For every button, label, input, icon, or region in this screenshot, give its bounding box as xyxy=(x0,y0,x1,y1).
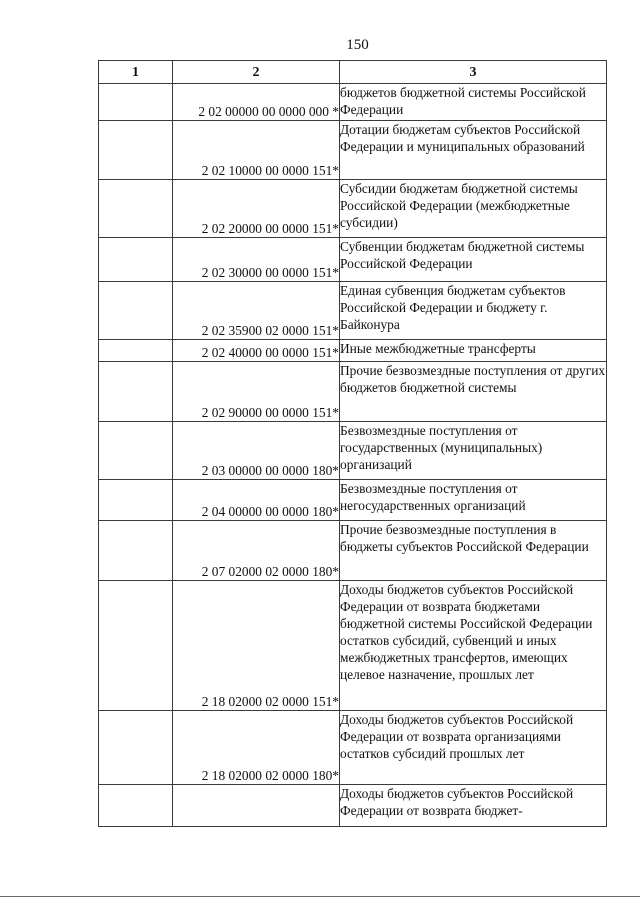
row-number-cell xyxy=(99,711,173,785)
income-description: Прочие безвозмездные поступления в бюджеты субъектов Российской Федерации xyxy=(340,521,607,581)
classification-code: 2 18 02000 02 0000 151* xyxy=(173,581,340,711)
row-number-cell xyxy=(99,785,173,827)
income-description: Доходы бюджетов субъектов Российской Федерации от возврата бюджетами бюджетной системы Российской Федерации остатков субсидий, субвенций и иных межбюджетных трансфертов, имеющих целевое назначение, прошлых лет xyxy=(340,581,607,711)
row-number-cell xyxy=(99,238,173,282)
classification-code: 2 03 00000 00 0000 180* xyxy=(173,422,340,480)
table-row xyxy=(99,581,607,711)
classification-code: 2 02 20000 00 0000 151* xyxy=(173,180,340,238)
classification-code: 2 04 00000 00 0000 180* xyxy=(173,480,340,521)
row-number-cell xyxy=(99,422,173,480)
table-row xyxy=(99,282,607,340)
income-description: Иные межбюджетные трансферты xyxy=(340,340,607,362)
table-row xyxy=(99,238,607,282)
page-number: 150 xyxy=(346,37,369,53)
table-row xyxy=(99,422,607,480)
header-col-2: 2 xyxy=(173,61,340,84)
table-row xyxy=(99,521,607,581)
income-description: Безвозмездные поступления от государственных (муниципальных) организаций xyxy=(340,422,607,480)
classification-code: 2 02 90000 00 0000 151* xyxy=(173,362,340,422)
row-number-cell xyxy=(99,581,173,711)
classification-code xyxy=(173,785,340,827)
table-row xyxy=(99,362,607,422)
income-description: Субвенции бюджетам бюджетной системы Российской Федерации xyxy=(340,238,607,282)
classification-code: 2 02 10000 00 0000 151* xyxy=(173,121,340,180)
row-number-cell xyxy=(99,121,173,180)
row-number-cell xyxy=(99,180,173,238)
row-number-cell xyxy=(99,362,173,422)
classification-code: 2 02 00000 00 0000 000 * xyxy=(173,84,340,121)
row-number-cell xyxy=(99,480,173,521)
classification-code: 2 02 30000 00 0000 151* xyxy=(173,238,340,282)
table-row xyxy=(99,785,607,827)
row-number-cell xyxy=(99,340,173,362)
classification-code: 2 02 40000 00 0000 151* xyxy=(173,340,340,362)
classification-code: 2 02 35900 02 0000 151* xyxy=(173,282,340,340)
table-row xyxy=(99,711,607,785)
row-number-cell xyxy=(99,282,173,340)
income-description: Субсидии бюджетам бюджетной системы Российской Федерации (межбюджетные субсидии) xyxy=(340,180,607,238)
row-number-cell xyxy=(99,84,173,121)
classification-code: 2 07 02000 02 0000 180* xyxy=(173,521,340,581)
budget-classification-table xyxy=(98,60,607,827)
header-col-1: 1 xyxy=(99,61,173,84)
income-description: Единая субвенция бюджетам субъектов Российской Федерации и бюджету г. Байконура xyxy=(340,282,607,340)
income-description: Доходы бюджетов субъектов Российской Федерации от возврата организациями остатков субсидий прошлых лет xyxy=(340,711,607,785)
table-row xyxy=(99,340,607,362)
table-row xyxy=(99,121,607,180)
income-description: Прочие безвозмездные поступления от других бюджетов бюджетной системы xyxy=(340,362,607,422)
income-description: бюджетов бюджетной системы Российской Федерации xyxy=(340,84,607,121)
income-description: Безвозмездные поступления от негосударственных организаций xyxy=(340,480,607,521)
table-row xyxy=(99,480,607,521)
footer-divider xyxy=(0,896,640,897)
header-col-3: 3 xyxy=(340,61,607,84)
table-row xyxy=(99,84,607,121)
table-header-row xyxy=(99,61,607,84)
row-number-cell xyxy=(99,521,173,581)
income-description: Доходы бюджетов субъектов Российской Федерации от возврата бюджет- xyxy=(340,785,607,827)
classification-code: 2 18 02000 02 0000 180* xyxy=(173,711,340,785)
table-row xyxy=(99,180,607,238)
income-description: Дотации бюджетам субъектов Российской Федерации и муниципальных образований xyxy=(340,121,607,180)
